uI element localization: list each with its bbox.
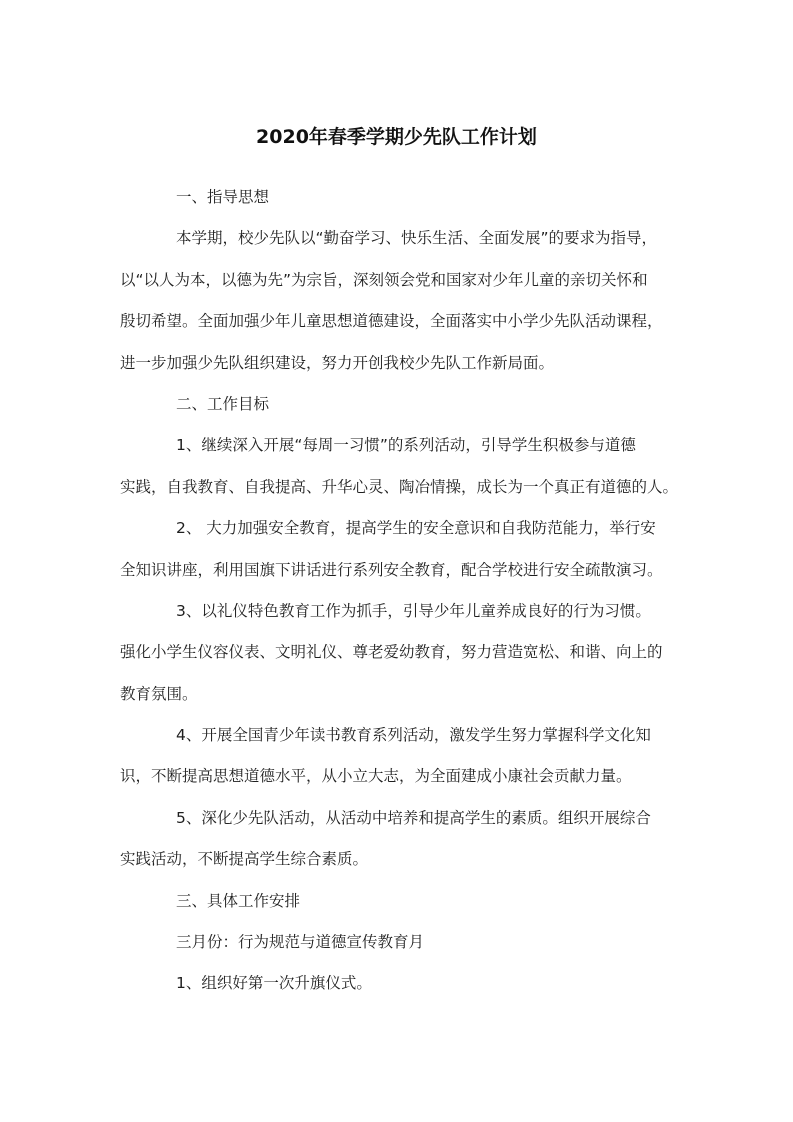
document-body [120, 177, 680, 1005]
text-line: 实践活动，不断提高学生综合素质。 [120, 850, 369, 869]
month-heading-march: 三月份：行为规范与道德宣传教育月 [176, 933, 425, 952]
text-line: 以“以人为本，以德为先”为宗旨，深刻领会党和国家对少年儿童的亲切关怀和 [120, 270, 648, 289]
section-heading-guiding-ideology: 一、指导思想 [176, 188, 270, 206]
text-line: 实践，自我教育、自我提高、升华心灵、陶冶情操，成长为一个真正有道德的人。 [120, 477, 679, 496]
goal-item-4 [120, 715, 680, 798]
text-line: 教育氛围。 [120, 684, 198, 703]
text-line: 殷切希望。全面加强少年儿童思想道德建设，全面落实中小学少先队活动课程， [120, 312, 663, 331]
goal-item-5 [120, 798, 680, 881]
march-item-1: 1、组织好第一次升旗仪式。 [176, 974, 372, 993]
text-line: 2、 大力加强安全教育，提高学生的安全意识和自我防范能力，举行安 [176, 519, 656, 538]
section-heading-work-arrangement: 三、具体工作安排 [176, 891, 301, 910]
goal-item-3 [120, 591, 680, 715]
text-line: 识，不断提高思想道德水平，从小立大志，为全面建成小康社会贡献力量。 [120, 767, 632, 786]
text-line: 3、以礼仪特色教育工作为抓手，引导少年儿童养成良好的行为习惯。 [176, 601, 651, 620]
goal-item-2 [120, 508, 680, 591]
text-line: 进一步加强少先队组织建设，努力开创我校少先队工作新局面。 [120, 353, 555, 372]
text-line: 1、继续深入开展“每周一习惯”的系列活动，引导学生积极参与道德 [176, 436, 636, 455]
text-line: 强化小学生仪容仪表、文明礼仪、尊老爱幼教育，努力营造宽松、和谐、向上的 [120, 643, 663, 662]
text-line: 4、开展全国青少年读书教育系列活动，激发学生努力掌握科学文化知 [176, 726, 651, 745]
text-line: 5、深化少先队活动，从活动中培养和提高学生的素质。组织开展综合 [176, 808, 651, 827]
text-line: 全知识讲座，利用国旗下讲话进行系列安全教育，配合学校进行安全疏散演习。 [120, 560, 663, 579]
section-heading-work-goals: 二、工作目标 [176, 394, 270, 413]
paragraph-guiding-ideology [120, 218, 680, 384]
goal-item-1 [120, 425, 680, 508]
document-title: 2020年春季学期少先队工作计划 [256, 126, 537, 148]
text-line: 本学期，校少先队以“勤奋学习、快乐生活、全面发展”的要求为指导， [176, 229, 658, 248]
